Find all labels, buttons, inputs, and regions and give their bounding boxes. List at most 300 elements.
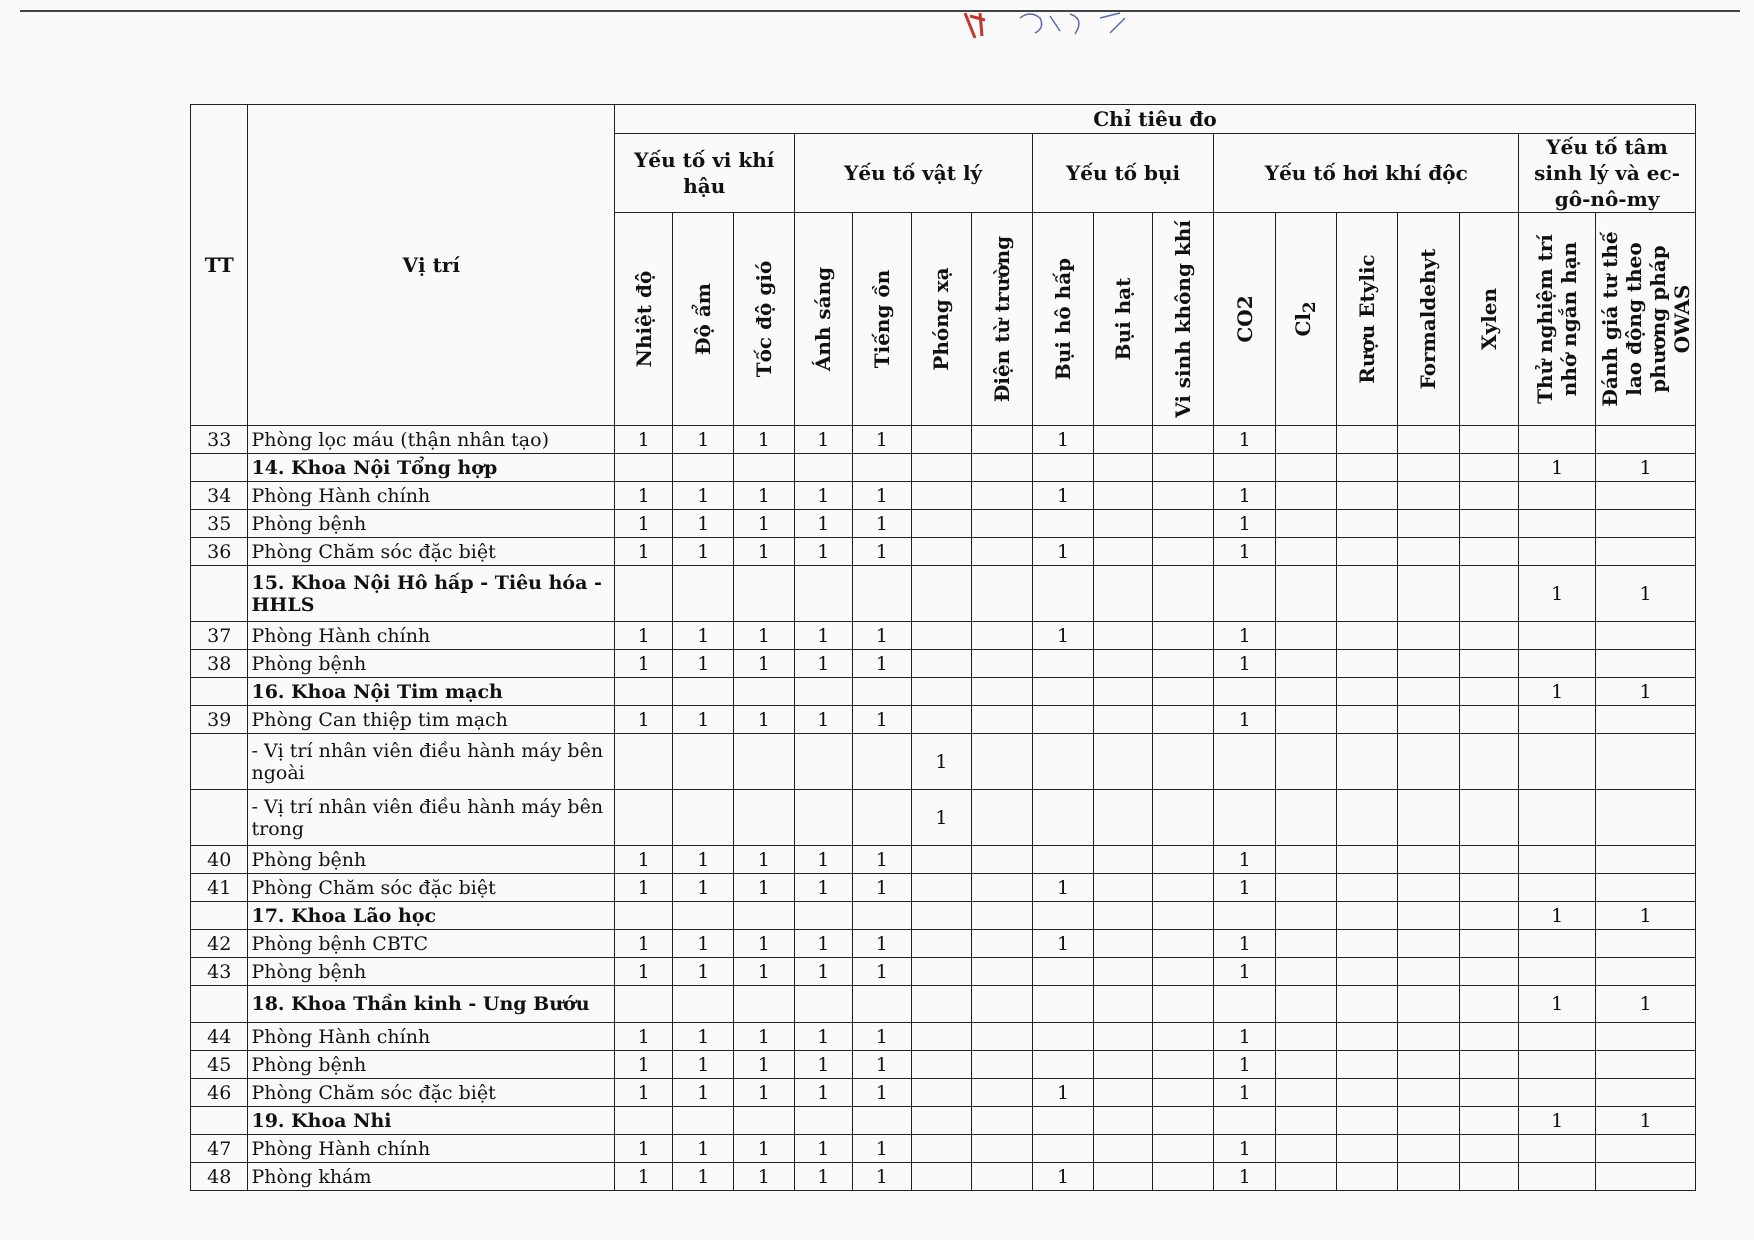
col-temperature: Nhiệt độ bbox=[614, 213, 673, 426]
location-name: Phòng bệnh bbox=[248, 510, 614, 538]
measure-cell: 1 bbox=[1596, 1107, 1696, 1135]
measure-cell bbox=[1336, 1135, 1398, 1163]
location-name: - Vị trí nhân viên điều hành máy bên trong bbox=[248, 790, 614, 846]
measure-cell bbox=[1596, 426, 1696, 454]
col-particle-dust: Bụi hạt bbox=[1094, 213, 1153, 426]
measure-cell bbox=[1152, 958, 1214, 986]
measure-cell bbox=[911, 454, 972, 482]
table-row bbox=[191, 1135, 1696, 1163]
measure-cell bbox=[1459, 510, 1519, 538]
measure-cell: 1 bbox=[1519, 902, 1596, 930]
measure-cell bbox=[1596, 846, 1696, 874]
measure-cell: 1 bbox=[1214, 1023, 1276, 1051]
measure-cell: 1 bbox=[1214, 1079, 1276, 1107]
measure-cell: 1 bbox=[734, 874, 795, 902]
department-name: 15. Khoa Nội Hô hấp - Tiêu hóa - HHLS bbox=[248, 566, 614, 622]
measure-cell bbox=[1032, 1051, 1094, 1079]
measure-cell: 1 bbox=[734, 1135, 795, 1163]
row-number: 47 bbox=[191, 1135, 248, 1163]
measure-cell bbox=[853, 454, 912, 482]
measure-cell bbox=[673, 1107, 734, 1135]
measure-cell bbox=[1519, 874, 1596, 902]
measure-cell bbox=[734, 1107, 795, 1135]
measure-cell bbox=[972, 482, 1033, 510]
measure-cell bbox=[1519, 706, 1596, 734]
measure-cell bbox=[972, 1135, 1033, 1163]
measure-cell bbox=[911, 1051, 972, 1079]
measure-cell bbox=[1336, 622, 1398, 650]
measure-cell bbox=[1596, 650, 1696, 678]
measure-cell: 1 bbox=[853, 1051, 912, 1079]
measure-cell: 1 bbox=[734, 1163, 795, 1191]
measure-cell: 1 bbox=[1519, 1107, 1596, 1135]
measure-cell bbox=[1094, 734, 1153, 790]
measure-cell bbox=[1094, 482, 1153, 510]
measure-cell bbox=[972, 1023, 1033, 1051]
measure-cell bbox=[911, 510, 972, 538]
measure-cell bbox=[1459, 482, 1519, 510]
measure-cell bbox=[794, 734, 853, 790]
measure-cell bbox=[1596, 622, 1696, 650]
measure-cell: 1 bbox=[614, 1135, 673, 1163]
measure-cell bbox=[911, 482, 972, 510]
measure-cell: 1 bbox=[734, 706, 795, 734]
measure-cell bbox=[1519, 538, 1596, 566]
measure-cell bbox=[972, 622, 1033, 650]
measure-cell bbox=[1398, 734, 1460, 790]
row-number: 33 bbox=[191, 426, 248, 454]
section-row bbox=[191, 566, 1696, 622]
measure-cell: 1 bbox=[614, 1079, 673, 1107]
row-number: 48 bbox=[191, 1163, 248, 1191]
measure-cell bbox=[1459, 958, 1519, 986]
measure-cell bbox=[1214, 678, 1276, 706]
measure-cell bbox=[1398, 790, 1460, 846]
measure-cell bbox=[853, 1107, 912, 1135]
measure-cell bbox=[1094, 510, 1153, 538]
measure-cell bbox=[1094, 566, 1153, 622]
measure-cell bbox=[1459, 1079, 1519, 1107]
col-radiation: Phóng xạ bbox=[911, 213, 972, 426]
measure-cell: 1 bbox=[794, 538, 853, 566]
row-number: 46 bbox=[191, 1079, 248, 1107]
measure-cell bbox=[972, 790, 1033, 846]
measure-cell bbox=[1336, 930, 1398, 958]
measure-cell bbox=[1336, 874, 1398, 902]
measure-cell bbox=[972, 1051, 1033, 1079]
measure-cell bbox=[1214, 566, 1276, 622]
measure-cell bbox=[1336, 1107, 1398, 1135]
measure-cell bbox=[972, 1107, 1033, 1135]
row-number: 43 bbox=[191, 958, 248, 986]
measure-cell: 1 bbox=[1032, 538, 1094, 566]
location-name: Phòng Hành chính bbox=[248, 1023, 614, 1051]
measure-cell bbox=[1094, 930, 1153, 958]
measure-cell: 1 bbox=[853, 622, 912, 650]
measure-cell bbox=[1336, 1023, 1398, 1051]
measure-cell bbox=[1336, 426, 1398, 454]
measure-cell bbox=[1152, 1023, 1214, 1051]
measure-cell bbox=[911, 1135, 972, 1163]
group-microclimate: Yếu tố vi khí hậu bbox=[614, 134, 794, 213]
measure-cell bbox=[1519, 510, 1596, 538]
measure-cell bbox=[1519, 1079, 1596, 1107]
measure-cell: 1 bbox=[853, 538, 912, 566]
row-number: 36 bbox=[191, 538, 248, 566]
measure-cell bbox=[1032, 846, 1094, 874]
measure-cell: 1 bbox=[614, 1051, 673, 1079]
measure-cell: 1 bbox=[614, 650, 673, 678]
table-row bbox=[191, 1051, 1696, 1079]
measure-cell bbox=[1596, 482, 1696, 510]
measure-cell bbox=[1459, 846, 1519, 874]
measure-cell bbox=[1519, 1135, 1596, 1163]
measure-cell bbox=[734, 902, 795, 930]
measure-cell: 1 bbox=[614, 874, 673, 902]
measure-cell: 1 bbox=[614, 538, 673, 566]
location-name: Phòng bệnh bbox=[248, 1051, 614, 1079]
row-number bbox=[191, 454, 248, 482]
location-name: Phòng khám bbox=[248, 1163, 614, 1191]
location-name: Phòng Can thiệp tim mạch bbox=[248, 706, 614, 734]
measure-cell bbox=[911, 958, 972, 986]
group-dust: Yếu tố bụi bbox=[1032, 134, 1214, 213]
measure-cell bbox=[1152, 1051, 1214, 1079]
measure-cell: 1 bbox=[673, 482, 734, 510]
measure-cell bbox=[1596, 734, 1696, 790]
measure-cell: 1 bbox=[794, 1051, 853, 1079]
measure-cell bbox=[972, 678, 1033, 706]
measure-cell: 1 bbox=[1032, 426, 1094, 454]
measure-cell: 1 bbox=[673, 650, 734, 678]
measure-cell bbox=[1459, 678, 1519, 706]
col-noise: Tiếng ồn bbox=[853, 213, 912, 426]
measure-cell: 1 bbox=[1214, 706, 1276, 734]
measure-cell bbox=[1519, 1051, 1596, 1079]
measure-cell: 1 bbox=[1032, 874, 1094, 902]
measure-cell: 1 bbox=[853, 846, 912, 874]
measure-cell: 1 bbox=[1214, 510, 1276, 538]
measure-cell: 1 bbox=[1596, 454, 1696, 482]
location-name: Phòng bệnh bbox=[248, 958, 614, 986]
measure-cell: 1 bbox=[734, 426, 795, 454]
measure-cell bbox=[972, 958, 1033, 986]
measure-cell: 1 bbox=[673, 706, 734, 734]
measure-cell: 1 bbox=[614, 706, 673, 734]
col-formaldehyde: Formaldehyt bbox=[1398, 213, 1460, 426]
measure-cell bbox=[673, 566, 734, 622]
measurement-table bbox=[190, 104, 1696, 1191]
measure-cell bbox=[1459, 622, 1519, 650]
measure-cell bbox=[1032, 650, 1094, 678]
measure-cell: 1 bbox=[673, 930, 734, 958]
measure-cell bbox=[1459, 454, 1519, 482]
measure-cell bbox=[1032, 986, 1094, 1023]
measure-cell: 1 bbox=[1214, 930, 1276, 958]
department-name: 18. Khoa Thần kinh - Ung Bướu bbox=[248, 986, 614, 1023]
measure-cell bbox=[1032, 454, 1094, 482]
table-row bbox=[191, 706, 1696, 734]
section-row bbox=[191, 678, 1696, 706]
measure-cell bbox=[1275, 622, 1336, 650]
measure-cell bbox=[1094, 1163, 1153, 1191]
measure-cell: 1 bbox=[673, 874, 734, 902]
row-number: 35 bbox=[191, 510, 248, 538]
table-row bbox=[191, 622, 1696, 650]
table-row bbox=[191, 958, 1696, 986]
measure-cell bbox=[1336, 538, 1398, 566]
measure-cell bbox=[1336, 734, 1398, 790]
location-name: Phòng lọc máu (thận nhân tạo) bbox=[248, 426, 614, 454]
measure-cell: 1 bbox=[673, 1135, 734, 1163]
measure-cell: 1 bbox=[911, 734, 972, 790]
measure-cell bbox=[1596, 1163, 1696, 1191]
scan-border-line bbox=[20, 10, 1740, 12]
measure-cell bbox=[1336, 454, 1398, 482]
measure-cell bbox=[1275, 790, 1336, 846]
measure-cell: 1 bbox=[673, 426, 734, 454]
measure-cell: 1 bbox=[1214, 538, 1276, 566]
measure-cell: 1 bbox=[1214, 482, 1276, 510]
measure-cell bbox=[1275, 874, 1336, 902]
table-body bbox=[191, 426, 1696, 1191]
measure-cell bbox=[1094, 1135, 1153, 1163]
measure-cell bbox=[911, 538, 972, 566]
measure-cell bbox=[911, 1107, 972, 1135]
measure-cell bbox=[734, 566, 795, 622]
measure-cell bbox=[1094, 846, 1153, 874]
measure-cell: 1 bbox=[1214, 426, 1276, 454]
measure-cell bbox=[1214, 1107, 1276, 1135]
group-psycho-ergonomics: Yếu tố tâm sinh lý và ec-gô-nô-my bbox=[1519, 134, 1696, 213]
measure-cell bbox=[1398, 958, 1460, 986]
location-name: Phòng bệnh bbox=[248, 846, 614, 874]
measure-cell bbox=[1275, 958, 1336, 986]
measure-cell bbox=[1275, 986, 1336, 1023]
measure-cell bbox=[1152, 622, 1214, 650]
measure-cell bbox=[1032, 734, 1094, 790]
measure-cell: 1 bbox=[1214, 1135, 1276, 1163]
measure-cell: 1 bbox=[853, 958, 912, 986]
measure-cell: 1 bbox=[911, 790, 972, 846]
measure-cell: 1 bbox=[853, 1079, 912, 1107]
table-row bbox=[191, 510, 1696, 538]
measure-cell: 1 bbox=[853, 1163, 912, 1191]
measure-cell: 1 bbox=[673, 846, 734, 874]
measure-cell bbox=[1398, 1163, 1460, 1191]
measure-cell: 1 bbox=[734, 1079, 795, 1107]
measure-cell bbox=[1336, 902, 1398, 930]
measure-cell bbox=[1398, 650, 1460, 678]
department-name: 19. Khoa Nhi bbox=[248, 1107, 614, 1135]
measure-cell bbox=[734, 678, 795, 706]
measure-cell: 1 bbox=[794, 650, 853, 678]
measure-cell bbox=[972, 874, 1033, 902]
measure-cell bbox=[1275, 426, 1336, 454]
measure-cell bbox=[1398, 678, 1460, 706]
group-physical: Yếu tố vật lý bbox=[794, 134, 1032, 213]
location-name: Phòng bệnh CBTC bbox=[248, 930, 614, 958]
measure-cell bbox=[1152, 510, 1214, 538]
measure-cell bbox=[1152, 874, 1214, 902]
measure-cell bbox=[911, 1163, 972, 1191]
measure-cell bbox=[1152, 650, 1214, 678]
measure-cell bbox=[1152, 566, 1214, 622]
measure-cell bbox=[853, 790, 912, 846]
measure-cell bbox=[1398, 930, 1460, 958]
measure-cell bbox=[911, 678, 972, 706]
location-name: Phòng bệnh bbox=[248, 650, 614, 678]
department-name: 14. Khoa Nội Tổng hợp bbox=[248, 454, 614, 482]
measure-cell: 1 bbox=[853, 510, 912, 538]
measure-cell bbox=[614, 902, 673, 930]
measure-cell bbox=[1519, 650, 1596, 678]
measure-cell bbox=[1032, 1023, 1094, 1051]
measure-cell bbox=[911, 566, 972, 622]
measure-cell bbox=[1032, 790, 1094, 846]
measure-cell: 1 bbox=[614, 510, 673, 538]
measure-cell bbox=[1152, 790, 1214, 846]
measure-cell bbox=[972, 986, 1033, 1023]
measure-cell bbox=[1032, 902, 1094, 930]
measure-cell bbox=[1398, 454, 1460, 482]
measure-cell: 1 bbox=[1214, 958, 1276, 986]
measure-cell bbox=[1459, 650, 1519, 678]
row-number bbox=[191, 678, 248, 706]
measure-cell bbox=[972, 1163, 1033, 1191]
measure-cell bbox=[1596, 958, 1696, 986]
measure-cell bbox=[1398, 986, 1460, 1023]
measure-cell bbox=[1214, 454, 1276, 482]
measure-cell bbox=[1275, 1023, 1336, 1051]
measure-cell bbox=[853, 678, 912, 706]
measure-cell: 1 bbox=[1596, 986, 1696, 1023]
measure-cell bbox=[1094, 622, 1153, 650]
measure-cell: 1 bbox=[1596, 678, 1696, 706]
col-cl2: $Cl_2$ bbox=[1275, 213, 1336, 426]
measure-cell bbox=[1214, 734, 1276, 790]
measure-cell bbox=[853, 566, 912, 622]
measure-cell bbox=[1596, 538, 1696, 566]
measure-cell bbox=[1152, 986, 1214, 1023]
measure-cell bbox=[734, 454, 795, 482]
measure-cell bbox=[1094, 650, 1153, 678]
col-memory-test: Thử nghiệm trí nhớ ngắn hạn bbox=[1519, 213, 1596, 426]
measure-cell bbox=[1398, 846, 1460, 874]
measure-cell: 1 bbox=[614, 1023, 673, 1051]
measure-cell bbox=[1275, 1135, 1336, 1163]
measure-cell bbox=[1459, 538, 1519, 566]
measure-cell bbox=[614, 1107, 673, 1135]
measure-cell bbox=[1398, 482, 1460, 510]
col-emf: Điện từ trường bbox=[972, 213, 1033, 426]
group-toxic-gas: Yếu tố hơi khí độc bbox=[1214, 134, 1519, 213]
measure-cell bbox=[1519, 482, 1596, 510]
measure-cell: 1 bbox=[853, 706, 912, 734]
measure-cell bbox=[794, 790, 853, 846]
location-name: - Vị trí nhân viên điều hành máy bên ngoài bbox=[248, 734, 614, 790]
measure-cell bbox=[1336, 650, 1398, 678]
header-measure-group: Chỉ tiêu đo bbox=[614, 105, 1695, 134]
measure-cell bbox=[1152, 734, 1214, 790]
measure-cell bbox=[1032, 678, 1094, 706]
measure-cell bbox=[794, 1107, 853, 1135]
measure-cell: 1 bbox=[734, 1051, 795, 1079]
measure-cell bbox=[1094, 902, 1153, 930]
measure-cell bbox=[1519, 1023, 1596, 1051]
measure-cell bbox=[1275, 454, 1336, 482]
measure-cell bbox=[1519, 846, 1596, 874]
measure-cell bbox=[1519, 734, 1596, 790]
measure-cell bbox=[1152, 846, 1214, 874]
row-number: 37 bbox=[191, 622, 248, 650]
measurement-table-wrapper bbox=[190, 104, 1696, 1191]
measure-cell: 1 bbox=[734, 510, 795, 538]
table-row bbox=[191, 790, 1696, 846]
measure-cell bbox=[1519, 426, 1596, 454]
measure-cell: 1 bbox=[794, 426, 853, 454]
location-name: Phòng Chăm sóc đặc biệt bbox=[248, 1079, 614, 1107]
measure-cell: 1 bbox=[673, 1079, 734, 1107]
table-row bbox=[191, 426, 1696, 454]
measure-cell: 1 bbox=[1519, 986, 1596, 1023]
row-number bbox=[191, 986, 248, 1023]
measure-cell: 1 bbox=[794, 482, 853, 510]
measure-cell: 1 bbox=[614, 622, 673, 650]
measure-cell: 1 bbox=[794, 1079, 853, 1107]
measure-cell bbox=[794, 454, 853, 482]
measure-cell bbox=[1275, 510, 1336, 538]
measure-cell bbox=[1152, 1107, 1214, 1135]
measure-cell: 1 bbox=[853, 426, 912, 454]
measure-cell bbox=[794, 902, 853, 930]
measure-cell: 1 bbox=[794, 1023, 853, 1051]
table-row bbox=[191, 482, 1696, 510]
measure-cell bbox=[1459, 874, 1519, 902]
measure-cell: 1 bbox=[794, 874, 853, 902]
measure-cell bbox=[1336, 566, 1398, 622]
col-ethanol: Rượu Etylic bbox=[1336, 213, 1398, 426]
measure-cell bbox=[1459, 1023, 1519, 1051]
measure-cell: 1 bbox=[1214, 846, 1276, 874]
measure-cell: 1 bbox=[794, 706, 853, 734]
measure-cell bbox=[1275, 902, 1336, 930]
measure-cell: 1 bbox=[1032, 482, 1094, 510]
measure-cell bbox=[1459, 1107, 1519, 1135]
measure-cell: 1 bbox=[1519, 454, 1596, 482]
col-light: Ánh sáng bbox=[794, 213, 853, 426]
measure-cell bbox=[911, 986, 972, 1023]
measure-cell bbox=[1596, 930, 1696, 958]
measure-cell bbox=[1152, 482, 1214, 510]
measure-cell bbox=[1336, 1163, 1398, 1191]
measure-cell bbox=[1336, 958, 1398, 986]
table-row bbox=[191, 874, 1696, 902]
measure-cell bbox=[1398, 1107, 1460, 1135]
measure-cell bbox=[1032, 510, 1094, 538]
section-row bbox=[191, 902, 1696, 930]
measure-cell bbox=[1152, 1135, 1214, 1163]
measure-cell bbox=[972, 846, 1033, 874]
row-number: 34 bbox=[191, 482, 248, 510]
measure-cell: 1 bbox=[1596, 566, 1696, 622]
row-number: 41 bbox=[191, 874, 248, 902]
measure-cell: 1 bbox=[853, 874, 912, 902]
measure-cell bbox=[1214, 790, 1276, 846]
measure-cell bbox=[1596, 1051, 1696, 1079]
measure-cell: 1 bbox=[1214, 622, 1276, 650]
measure-cell bbox=[1596, 706, 1696, 734]
